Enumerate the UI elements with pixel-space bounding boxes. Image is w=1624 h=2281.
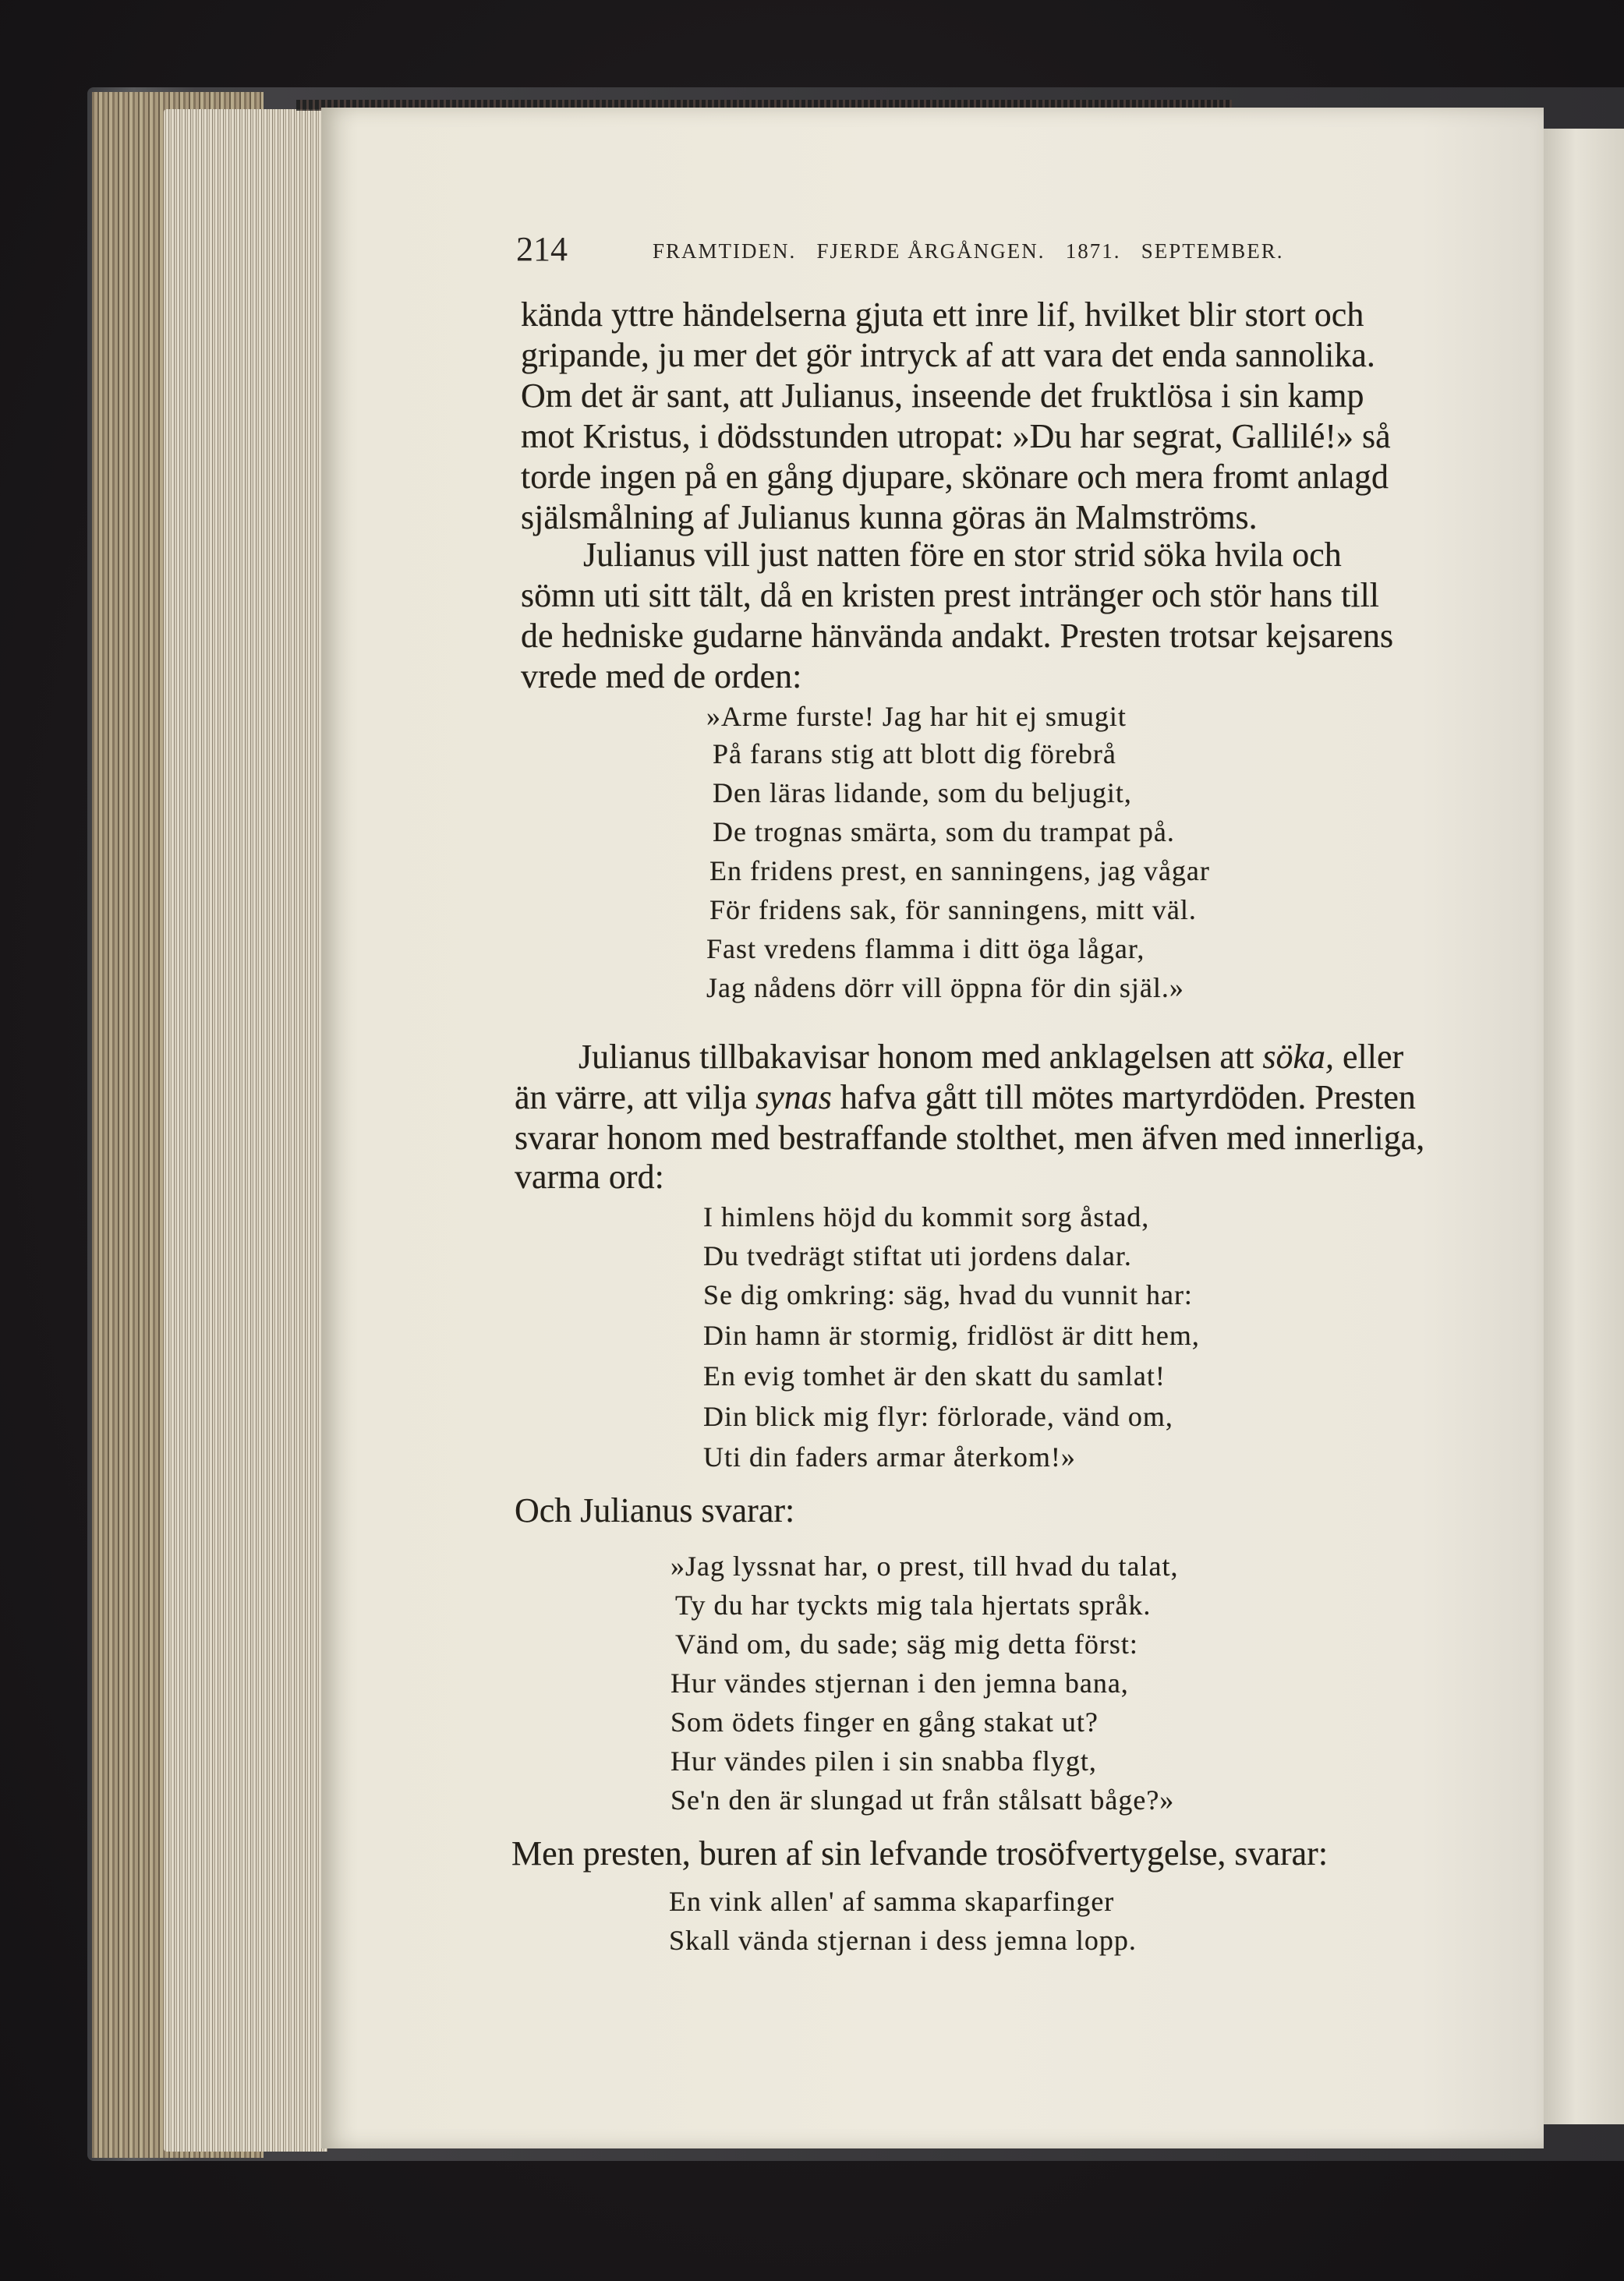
verse-line: »Arme furste! Jag har hit ej smugit — [706, 701, 1127, 732]
text-line: Julianus vill just natten före en stor strid söka hvila och — [583, 536, 1342, 574]
verse-line: Se'n den är slungad ut från stålsatt båge?» — [670, 1784, 1175, 1816]
verse-line: En evig tomhet är den skatt du samlat! — [703, 1360, 1166, 1392]
running-head: FRAMTIDEN. FJERDE ÅRGÅNGEN. 1871. SEPTEMBER. — [653, 239, 1284, 263]
text-span: eller — [1334, 1038, 1404, 1076]
text-line: Men presten, buren af sin lefvande trosöfvertygelse, svarar: — [511, 1834, 1329, 1873]
verse-line: Din blick mig flyr: förlorade, vänd om, — [703, 1401, 1173, 1432]
text-line: själsmålning af Julianus kunna göras än Malmströms. — [521, 498, 1258, 536]
text-line: svarar honom med bestraffande stolthet, men äfven med innerliga, — [515, 1119, 1425, 1157]
verse-line: Som ödets finger en gång stakat ut? — [670, 1706, 1099, 1738]
text-line: gripande, ju mer det gör intryck af att vara det enda sannolika. — [521, 336, 1375, 374]
text-line: torde ingen på en gång djupare, skönare och mera fromt anlagd — [521, 458, 1389, 496]
verse-line: Du tvedrägt stiftat uti jordens dalar. — [703, 1240, 1132, 1271]
page-header — [516, 231, 1374, 268]
page-edges — [164, 109, 327, 2152]
text-line: kända yttre händelserna gjuta ett inre lif, hvilket blir stort och — [521, 295, 1364, 334]
text-line: sömn uti sitt tält, då en kristen prest intränger och stör hans till — [521, 576, 1380, 614]
page-number: 214 — [516, 230, 568, 268]
verse-line: Den läras lidande, som du beljugit, — [713, 777, 1132, 808]
verse-line: Hur vändes pilen i sin snabba flygt, — [670, 1745, 1097, 1777]
facing-page-edge — [1544, 129, 1624, 2124]
text-line — [515, 1077, 1416, 1118]
verse-line: »Jag lyssnat har, o prest, till hvad du talat, — [670, 1551, 1179, 1582]
verse-line: För fridens sak, för sanningens, mitt väl. — [709, 894, 1197, 925]
italic-word: synas — [755, 1078, 832, 1116]
text-line: Och Julianus svarar: — [515, 1491, 795, 1530]
verse-line: På farans stig att blott dig förebrå — [713, 738, 1116, 769]
verse-line: Ty du har tyckts mig tala hjertats språk. — [675, 1590, 1152, 1621]
text-line: varma ord: — [515, 1158, 664, 1196]
text-line: Om det är sant, att Julianus, inseende det fruktlösa i sin kamp — [521, 377, 1364, 415]
verse-line: Uti din faders armar återkom!» — [703, 1441, 1076, 1473]
verse-line: I himlens höjd du kommit sorg åstad, — [703, 1201, 1150, 1232]
text-span: Julianus tillbakavisar honom med anklagelsen att — [578, 1038, 1263, 1076]
italic-word: söka, — [1262, 1038, 1335, 1076]
verse-line: Hur vändes stjernan i den jemna bana, — [670, 1667, 1129, 1699]
text-line: mot Kristus, i dödsstunden utropat: »Du har segrat, Gallilé!» så — [521, 417, 1391, 455]
verse-line: Vänd om, du sade; säg mig detta först: — [675, 1629, 1138, 1660]
verse-line: Fast vredens flamma i ditt öga lågar, — [706, 933, 1145, 964]
text-span: än värre, att vilja — [515, 1078, 756, 1116]
verse-line: Din hamn är stormig, fridlöst är ditt hem, — [703, 1320, 1200, 1351]
verse-line: En vink allen' af samma skaparfinger — [669, 1886, 1115, 1917]
verse-line: Skall vända stjernan i dess jemna lopp. — [669, 1925, 1137, 1956]
verse-line: Se dig omkring: säg, hvad du vunnit har: — [703, 1279, 1193, 1310]
text-line: vrede med de orden: — [521, 657, 802, 695]
verse-line: En fridens prest, en sanningens, jag vågar — [709, 855, 1210, 886]
text-line: de hedniske gudarne hänvända andakt. Presten trotsar kejsarens — [521, 617, 1394, 655]
verse-line: Jag nådens dörr vill öppna för din själ.» — [706, 972, 1184, 1003]
verse-line: De trognas smärta, som du trampat på. — [713, 816, 1175, 847]
text-line — [578, 1037, 1403, 1077]
text-span: hafva gått till mötes martyrdöden. Presten — [831, 1078, 1416, 1116]
